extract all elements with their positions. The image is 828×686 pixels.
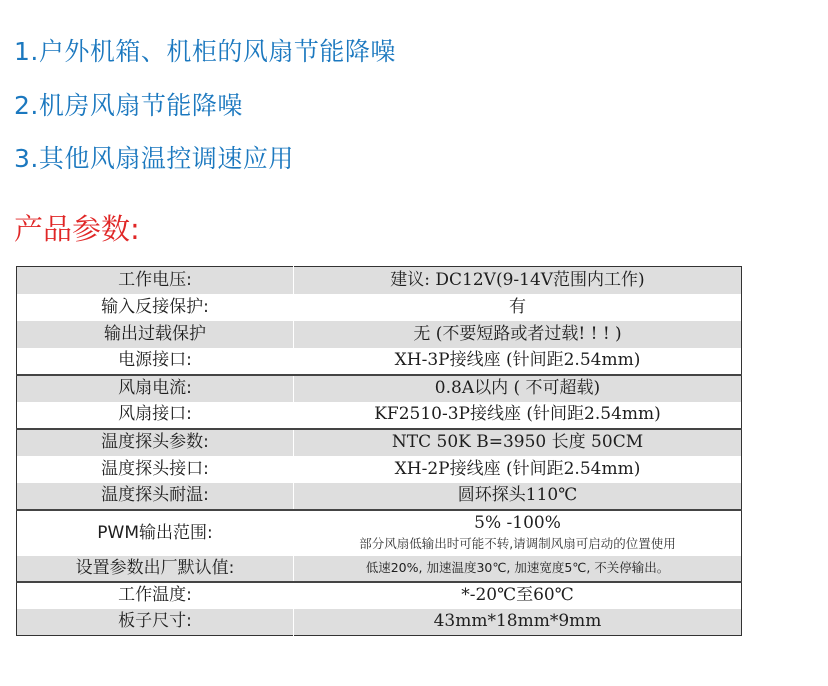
application-line-1: 1.户外机箱、机柜的风扇节能降噪 [14, 37, 396, 66]
spec-row [17, 582, 742, 609]
spec-value: KF2510-3P接线座 (针间距2.54mm) [294, 402, 742, 429]
spec-note: 部分风扇低输出时可能不转,请调制风扇可启动的位置使用 [359, 536, 676, 552]
spec-label: 风扇接口: [17, 402, 294, 429]
spec-row [17, 510, 742, 556]
spec-row [17, 348, 742, 375]
spec-row [17, 483, 742, 510]
spec-value: NTC 50K B=3950 长度 50CM [294, 429, 742, 456]
spec-row [17, 556, 742, 582]
spec-row [17, 321, 742, 348]
spec-label: PWM输出范围: [17, 510, 294, 556]
spec-label: 输出过载保护 [17, 321, 294, 348]
spec-label: 板子尺寸: [17, 609, 294, 636]
spec-label: 风扇电流: [17, 375, 294, 402]
spec-label: 温度探头参数: [17, 429, 294, 456]
spec-value: 0.8A以内 ( 不可超载) [294, 375, 742, 402]
application-line-3: 3.其他风扇温控调速应用 [14, 144, 294, 173]
spec-label: 电源接口: [17, 348, 294, 375]
spec-label: 温度探头接口: [17, 456, 294, 483]
spec-table [16, 266, 742, 636]
params-heading: 产品参数: [14, 212, 140, 246]
spec-value: XH-3P接线座 (针间距2.54mm) [294, 348, 742, 375]
spec-value: 5% -100% [474, 513, 561, 534]
spec-row [17, 375, 742, 402]
spec-label: 温度探头耐温: [17, 483, 294, 510]
spec-value: *-20℃至60℃ [294, 582, 742, 609]
spec-value: XH-2P接线座 (针间距2.54mm) [294, 456, 742, 483]
spec-value: 圆环探头110℃ [294, 483, 742, 510]
spec-value-cell [294, 510, 742, 556]
spec-value: 无 (不要短路或者过载! ! ! ) [294, 321, 742, 348]
spec-label: 设置参数出厂默认值: [17, 556, 294, 582]
spec-label: 工作温度: [17, 582, 294, 609]
spec-row [17, 456, 742, 483]
spec-value: 建议: DC12V(9-14V范围内工作) [294, 267, 742, 294]
spec-value: 有 [294, 294, 742, 321]
spec-row [17, 402, 742, 429]
spec-row [17, 609, 742, 636]
spec-row [17, 429, 742, 456]
spec-label: 工作电压: [17, 267, 294, 294]
spec-row [17, 267, 742, 294]
spec-label: 输入反接保护: [17, 294, 294, 321]
spec-row [17, 294, 742, 321]
application-line-2: 2.机房风扇节能降噪 [14, 91, 243, 120]
spec-value: 43mm*18mm*9mm [294, 609, 742, 636]
spec-value: 低速20%, 加速温度30℃, 加速宽度5℃, 不关停输出。 [294, 556, 742, 582]
